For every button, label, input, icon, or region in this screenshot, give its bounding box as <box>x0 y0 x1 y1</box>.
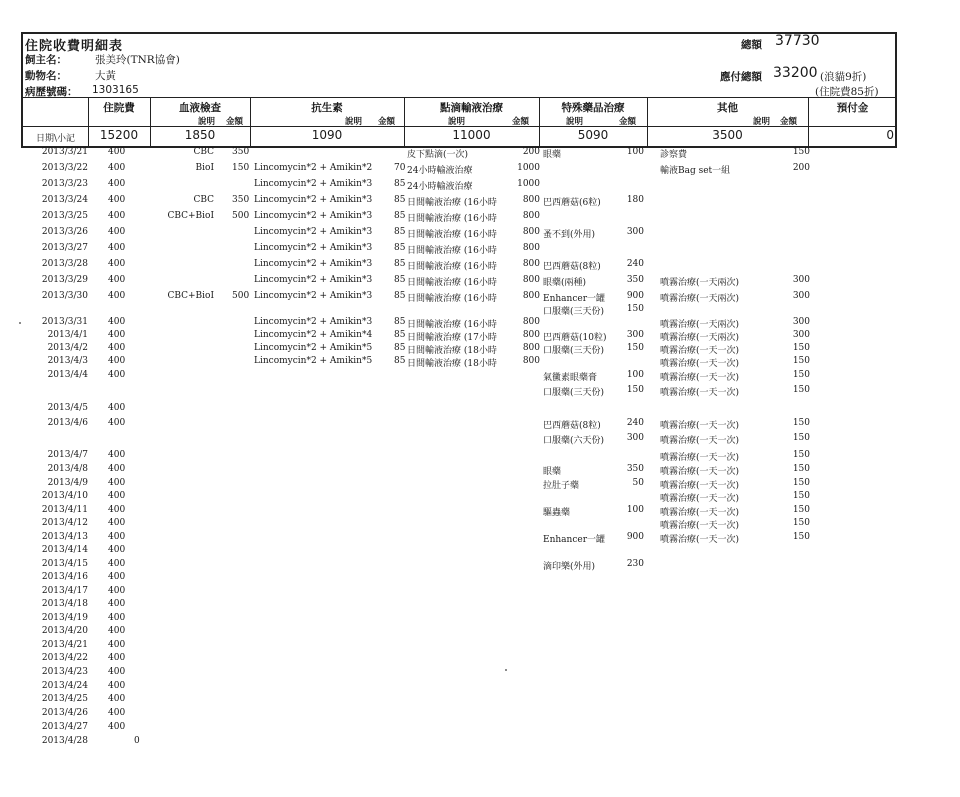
row-hosp: 400 <box>108 418 126 428</box>
row-hosp: 400 <box>108 275 126 285</box>
row-iv-amt: 800 <box>522 275 540 285</box>
row-hosp: 400 <box>108 291 126 301</box>
row-special-amt: 300 <box>626 330 644 340</box>
row-hosp: 400 <box>108 179 126 189</box>
row-special-desc: 蚤不到(外用) <box>543 230 596 240</box>
row-date: 2013/3/23 <box>41 179 88 189</box>
row-iv-desc: 日間輸液治療 (16小時 <box>407 294 497 304</box>
total-blood: 1850 <box>184 128 216 142</box>
row-special-desc: Enhancer一罐 <box>543 294 605 304</box>
row-other-desc: 噴霧治療(一天兩次) <box>660 294 740 304</box>
row-iv-desc: 日間輸液治療 (16小時 <box>407 262 497 272</box>
row-other-amt: 150 <box>792 532 810 542</box>
row-hosp: 400 <box>108 356 126 366</box>
row-antibiotic-desc: Lincomycin*2 + Amikin*3 <box>254 243 373 253</box>
row-blood-desc: BioI <box>195 163 214 173</box>
doc-title: 住院收費明細表 <box>25 39 124 54</box>
row-antibiotic-desc: Lincomycin*2 + Amikin*3 <box>254 275 373 285</box>
row-iv-amt: 1000 <box>517 163 540 173</box>
row-special-amt: 150 <box>626 385 644 395</box>
col-prepaid: 預付金 <box>836 102 869 114</box>
row-special-amt: 900 <box>626 291 644 301</box>
row-special-amt: 900 <box>626 532 644 542</box>
row-date: 2013/4/20 <box>41 626 88 636</box>
row-iv-desc: 日間輸液治療 (18小時 <box>407 359 497 369</box>
row-iv-amt: 800 <box>522 356 540 366</box>
row-iv-desc: 日間輸液治療 (16小時 <box>407 230 497 240</box>
row-hosp: 400 <box>108 708 126 718</box>
row-hosp: 400 <box>108 403 126 413</box>
row-other-desc: 噴霧治療(一天一次) <box>660 467 740 477</box>
row-special-desc: 口服藥(三天份) <box>543 388 605 398</box>
row-hosp: 400 <box>108 317 126 327</box>
row-antibiotic-amt: 85 <box>394 227 406 237</box>
row-date: 2013/4/28 <box>41 736 88 746</box>
row-other-desc: 噴霧治療(一天一次) <box>660 508 740 518</box>
row-iv-amt: 800 <box>522 195 540 205</box>
sub-amount: 金額 <box>619 117 637 127</box>
total-label: 總額 <box>741 39 762 51</box>
animal-label: 動物名： <box>25 70 67 82</box>
row-special-amt: 300 <box>626 227 644 237</box>
sub-desc: 說明 <box>566 117 584 127</box>
row-hosp: 400 <box>108 259 126 269</box>
row-hosp: 400 <box>108 681 126 691</box>
row-date: 2013/3/30 <box>41 291 88 301</box>
row-antibiotic-amt: 85 <box>394 343 406 353</box>
record-label: 病歷號碼： <box>25 86 78 98</box>
row-date: 2013/3/24 <box>41 195 88 205</box>
sub-desc: 說明 <box>345 117 363 127</box>
row-date: 2013/3/26 <box>41 227 88 237</box>
row-iv-amt: 800 <box>522 343 540 353</box>
row-date: 2013/4/5 <box>47 403 88 413</box>
row-date: 2013/4/14 <box>41 545 88 555</box>
row-antibiotic-desc: Lincomycin*2 + Amikin*4 <box>254 330 373 340</box>
row-other-desc: 噴霧治療(一天一次) <box>660 359 740 369</box>
row-other-amt: 150 <box>792 433 810 443</box>
row-special-amt: 100 <box>626 505 644 515</box>
total-antibiotic: 1090 <box>311 128 343 142</box>
row-special-amt: 180 <box>626 195 644 205</box>
row-date: 2013/4/25 <box>41 694 88 704</box>
row-other-desc: 噴霧治療(一天一次) <box>660 436 740 446</box>
row-other-desc: 噴霧治療(一天一次) <box>660 521 740 531</box>
row-iv-amt: 800 <box>522 291 540 301</box>
row-other-amt: 150 <box>792 147 810 157</box>
payable-note: (浪貓9折) <box>820 71 867 83</box>
row-hosp: 0 <box>134 736 140 746</box>
col-antibiotic: 抗生素 <box>311 102 343 114</box>
row-iv-amt: 800 <box>522 211 540 221</box>
row-special-amt: 300 <box>626 433 644 443</box>
payable-label: 應付總額 <box>720 71 762 83</box>
header-divider <box>21 97 897 98</box>
row-antibiotic-amt: 85 <box>394 259 406 269</box>
row-date: 2013/4/9 <box>47 478 88 488</box>
row-blood-amt: 500 <box>232 291 250 301</box>
date-subtotal-label: 日期\小記 <box>36 134 76 144</box>
row-iv-desc: 日間輸液治療 (17小時 <box>407 333 497 343</box>
total-value: 37730 <box>775 33 820 49</box>
row-other-desc: 噴霧治療(一天兩次) <box>660 333 740 343</box>
row-special-amt: 100 <box>626 370 644 380</box>
row-special-desc: 氣黴素眼藥膏 <box>543 373 598 383</box>
row-date: 2013/4/22 <box>41 653 88 663</box>
row-other-desc: 噴霧治療(一天一次) <box>660 421 740 431</box>
total-prepaid: 0 <box>886 128 894 142</box>
scan-speck <box>505 669 507 671</box>
row-other-amt: 300 <box>792 317 810 327</box>
row-iv-desc: 皮下點滴(一次) <box>407 150 469 160</box>
row-other-amt: 200 <box>792 163 810 173</box>
row-antibiotic-desc: Lincomycin*2 + Amikin*3 <box>254 195 373 205</box>
sub-amount: 金額 <box>780 117 798 127</box>
row-antibiotic-desc: Lincomycin*2 + Amikin*3 <box>254 291 373 301</box>
row-hosp: 400 <box>108 653 126 663</box>
row-date: 2013/4/24 <box>41 681 88 691</box>
row-iv-desc: 日間輸液治療 (16小時 <box>407 198 497 208</box>
row-blood-desc: CBC <box>193 147 214 157</box>
row-hosp: 400 <box>108 599 126 609</box>
row-blood-amt: 350 <box>232 195 250 205</box>
row-hosp: 400 <box>108 532 126 542</box>
row-date: 2013/3/27 <box>41 243 88 253</box>
row-special-desc: 滴印樂(外用) <box>543 562 596 572</box>
record-value: 1303165 <box>92 84 139 96</box>
col-hosp: 住院費 <box>103 102 135 114</box>
row-special-desc: 口服藥(三天份) <box>543 346 605 356</box>
row-special-desc: 口服藥(六天份) <box>543 436 605 446</box>
sub-amount: 金額 <box>378 117 396 127</box>
row-other-amt: 150 <box>792 491 810 501</box>
row-hosp: 400 <box>108 694 126 704</box>
row-antibiotic-desc: Lincomycin*2 + Amikin*3 <box>254 259 373 269</box>
row-special-amt: 150 <box>626 304 644 314</box>
col-blood: 血液檢查 <box>179 102 221 114</box>
row-special-desc: 驅蟲藥 <box>543 508 571 518</box>
row-antibiotic-amt: 85 <box>394 317 406 327</box>
total-special: 5090 <box>577 128 609 142</box>
row-other-amt: 150 <box>792 343 810 353</box>
row-special-amt: 100 <box>626 147 644 157</box>
row-hosp: 400 <box>108 545 126 555</box>
row-date: 2013/4/10 <box>41 491 88 501</box>
row-special-amt: 240 <box>626 418 644 428</box>
row-date: 2013/3/31 <box>41 317 88 327</box>
row-hosp: 400 <box>108 613 126 623</box>
row-hosp: 400 <box>108 491 126 501</box>
row-other-amt: 150 <box>792 505 810 515</box>
row-hosp: 400 <box>108 330 126 340</box>
row-hosp: 400 <box>108 518 126 528</box>
row-antibiotic-amt: 85 <box>394 195 406 205</box>
row-other-desc: 噴霧治療(一天一次) <box>660 494 740 504</box>
row-date: 2013/3/25 <box>41 211 88 221</box>
row-iv-amt: 200 <box>522 147 540 157</box>
payable-value: 33200 <box>773 65 818 81</box>
total-iv: 11000 <box>452 128 491 142</box>
row-hosp: 400 <box>108 559 126 569</box>
row-date: 2013/4/7 <box>47 450 88 460</box>
row-antibiotic-desc: Lincomycin*2 + Amikin*5 <box>254 343 373 353</box>
row-other-amt: 150 <box>792 464 810 474</box>
row-antibiotic-desc: Lincomycin*2 + Amikin*3 <box>254 227 373 237</box>
row-date: 2013/4/2 <box>47 343 88 353</box>
row-special-desc: 巴西蘑菇(6粒) <box>543 198 601 208</box>
row-iv-amt: 800 <box>522 227 540 237</box>
row-special-amt: 50 <box>632 478 644 488</box>
row-other-desc: 噴霧治療(一天一次) <box>660 388 740 398</box>
sub-desc: 說明 <box>753 117 771 127</box>
animal-value: 大黃 <box>95 70 116 82</box>
row-antibiotic-desc: Lincomycin*2 + Amikin*5 <box>254 356 373 366</box>
row-other-amt: 150 <box>792 356 810 366</box>
row-antibiotic-amt: 85 <box>394 179 406 189</box>
row-antibiotic-desc: Lincomycin*2 + Amikin*2 <box>254 163 373 173</box>
row-blood-amt: 350 <box>232 147 250 157</box>
row-hosp: 400 <box>108 343 126 353</box>
row-date: 2013/4/12 <box>41 518 88 528</box>
row-hosp: 400 <box>108 227 126 237</box>
row-antibiotic-amt: 85 <box>394 243 406 253</box>
row-special-desc: 眼藥(兩種) <box>543 278 587 288</box>
row-special-desc: 巴西蘑菇(8粒) <box>543 262 601 272</box>
total-hosp: 15200 <box>99 128 139 142</box>
row-antibiotic-amt: 70 <box>394 163 406 173</box>
row-iv-desc: 日間輸液治療 (16小時 <box>407 320 497 330</box>
row-date: 2013/4/8 <box>47 464 88 474</box>
row-date: 2013/4/6 <box>47 418 88 428</box>
row-special-desc: 拉肚子藥 <box>543 481 580 491</box>
row-other-amt: 300 <box>792 330 810 340</box>
sub-amount: 金額 <box>226 117 244 127</box>
row-date: 2013/4/13 <box>41 532 88 542</box>
sub-desc: 說明 <box>448 117 466 127</box>
row-date: 2013/3/28 <box>41 259 88 269</box>
row-special-desc: 巴西蘑菇(8粒) <box>543 421 601 431</box>
row-hosp: 400 <box>108 722 126 732</box>
row-antibiotic-amt: 85 <box>394 330 406 340</box>
row-iv-desc: 24小時輸液治療 <box>407 182 473 192</box>
row-other-amt: 150 <box>792 518 810 528</box>
sub-desc: 說明 <box>198 117 216 127</box>
row-antibiotic-amt: 85 <box>394 275 406 285</box>
row-antibiotic-amt: 85 <box>394 291 406 301</box>
row-date: 2013/4/19 <box>41 613 88 623</box>
col-other: 其他 <box>717 102 738 114</box>
row-date: 2013/4/26 <box>41 708 88 718</box>
row-iv-amt: 800 <box>522 317 540 327</box>
row-date: 2013/4/23 <box>41 667 88 677</box>
row-other-amt: 150 <box>792 385 810 395</box>
row-special-desc: 眼藥 <box>543 150 562 160</box>
row-hosp: 400 <box>108 195 126 205</box>
row-other-desc: 噴霧治療(一天兩次) <box>660 278 740 288</box>
row-other-desc: 噴霧治療(一天一次) <box>660 373 740 383</box>
row-iv-amt: 800 <box>522 243 540 253</box>
row-hosp: 400 <box>108 667 126 677</box>
row-antibiotic-desc: Lincomycin*2 + Amikin*3 <box>254 179 373 189</box>
row-hosp: 400 <box>108 505 126 515</box>
row-hosp: 400 <box>108 211 126 221</box>
row-blood-desc: CBC <box>193 195 214 205</box>
row-other-desc: 噴霧治療(一天一次) <box>660 481 740 491</box>
row-blood-desc: CBC+BioI <box>167 211 214 221</box>
row-other-amt: 150 <box>792 370 810 380</box>
row-other-desc: 噴霧治療(一天一次) <box>660 346 740 356</box>
row-date: 2013/4/27 <box>41 722 88 732</box>
row-blood-desc: CBC+BioI <box>167 291 214 301</box>
row-antibiotic-desc: Lincomycin*2 + Amikin*3 <box>254 211 373 221</box>
row-other-amt: 150 <box>792 450 810 460</box>
row-hosp: 400 <box>108 163 126 173</box>
row-special-amt: 350 <box>626 275 644 285</box>
row-other-amt: 300 <box>792 291 810 301</box>
owner-value: 張美玲(TNR協會) <box>95 54 180 66</box>
row-date: 2013/4/21 <box>41 640 88 650</box>
scan-speck <box>19 322 21 324</box>
row-hosp: 400 <box>108 147 126 157</box>
row-special-desc: Enhancer一罐 <box>543 535 605 545</box>
row-iv-desc: 24小時輸液治療 <box>407 166 473 176</box>
row-other-amt: 150 <box>792 418 810 428</box>
row-date: 2013/3/22 <box>41 163 88 173</box>
row-iv-amt: 800 <box>522 330 540 340</box>
row-date: 2013/4/4 <box>47 370 88 380</box>
row-hosp: 400 <box>108 572 126 582</box>
row-special-desc: 眼藥 <box>543 467 562 477</box>
row-hosp: 400 <box>108 586 126 596</box>
row-blood-amt: 500 <box>232 211 250 221</box>
row-special-amt: 240 <box>626 259 644 269</box>
row-other-desc: 診察費 <box>660 150 688 160</box>
row-special-desc: 口服藥(三天份) <box>543 307 605 317</box>
row-other-desc: 噴霧治療(一天一次) <box>660 535 740 545</box>
row-hosp: 400 <box>108 626 126 636</box>
row-other-desc: 輸液Bag set一組 <box>660 166 731 176</box>
row-iv-amt: 1000 <box>517 179 540 189</box>
row-other-amt: 300 <box>792 275 810 285</box>
row-date: 2013/4/18 <box>41 599 88 609</box>
sub-amount: 金額 <box>512 117 530 127</box>
row-hosp: 400 <box>108 464 126 474</box>
col-iv: 點滴輸液治療 <box>440 102 503 114</box>
row-iv-desc: 日間輸液治療 (18小時 <box>407 346 497 356</box>
row-other-amt: 150 <box>792 478 810 488</box>
row-special-amt: 230 <box>626 559 644 569</box>
row-iv-amt: 800 <box>522 259 540 269</box>
row-date: 2013/4/15 <box>41 559 88 569</box>
row-date: 2013/4/17 <box>41 586 88 596</box>
row-antibiotic-desc: Lincomycin*2 + Amikin*3 <box>254 317 373 327</box>
row-hosp: 400 <box>108 243 126 253</box>
row-hosp: 400 <box>108 478 126 488</box>
row-date: 2013/4/1 <box>47 330 88 340</box>
row-antibiotic-amt: 85 <box>394 211 406 221</box>
row-hosp: 400 <box>108 450 126 460</box>
total-other: 3500 <box>712 128 743 142</box>
row-date: 2013/4/11 <box>41 505 88 515</box>
row-special-amt: 150 <box>626 343 644 353</box>
row-antibiotic-amt: 85 <box>394 356 406 366</box>
row-special-amt: 350 <box>626 464 644 474</box>
row-other-desc: 噴霧治療(一天兩次) <box>660 320 740 330</box>
row-blood-amt: 150 <box>232 163 250 173</box>
row-special-desc: 巴西蘑菇(10粒) <box>543 333 607 343</box>
row-iv-desc: 日間輸液治療 (16小時 <box>407 214 497 224</box>
row-other-desc: 噴霧治療(一天一次) <box>660 453 740 463</box>
row-date: 2013/4/16 <box>41 572 88 582</box>
row-iv-desc: 日間輸液治療 (16小時 <box>407 246 497 256</box>
row-date: 2013/3/29 <box>41 275 88 285</box>
row-hosp: 400 <box>108 640 126 650</box>
row-iv-desc: 日間輸液治療 (16小時 <box>407 278 497 288</box>
owner-label: 飼主名： <box>25 54 67 66</box>
hosp-discount-note: (住院費85折) <box>815 86 879 98</box>
row-hosp: 400 <box>108 370 126 380</box>
col-special: 特殊藥品治療 <box>561 102 625 114</box>
row-date: 2013/3/21 <box>41 147 88 157</box>
row-date: 2013/4/3 <box>47 356 88 366</box>
